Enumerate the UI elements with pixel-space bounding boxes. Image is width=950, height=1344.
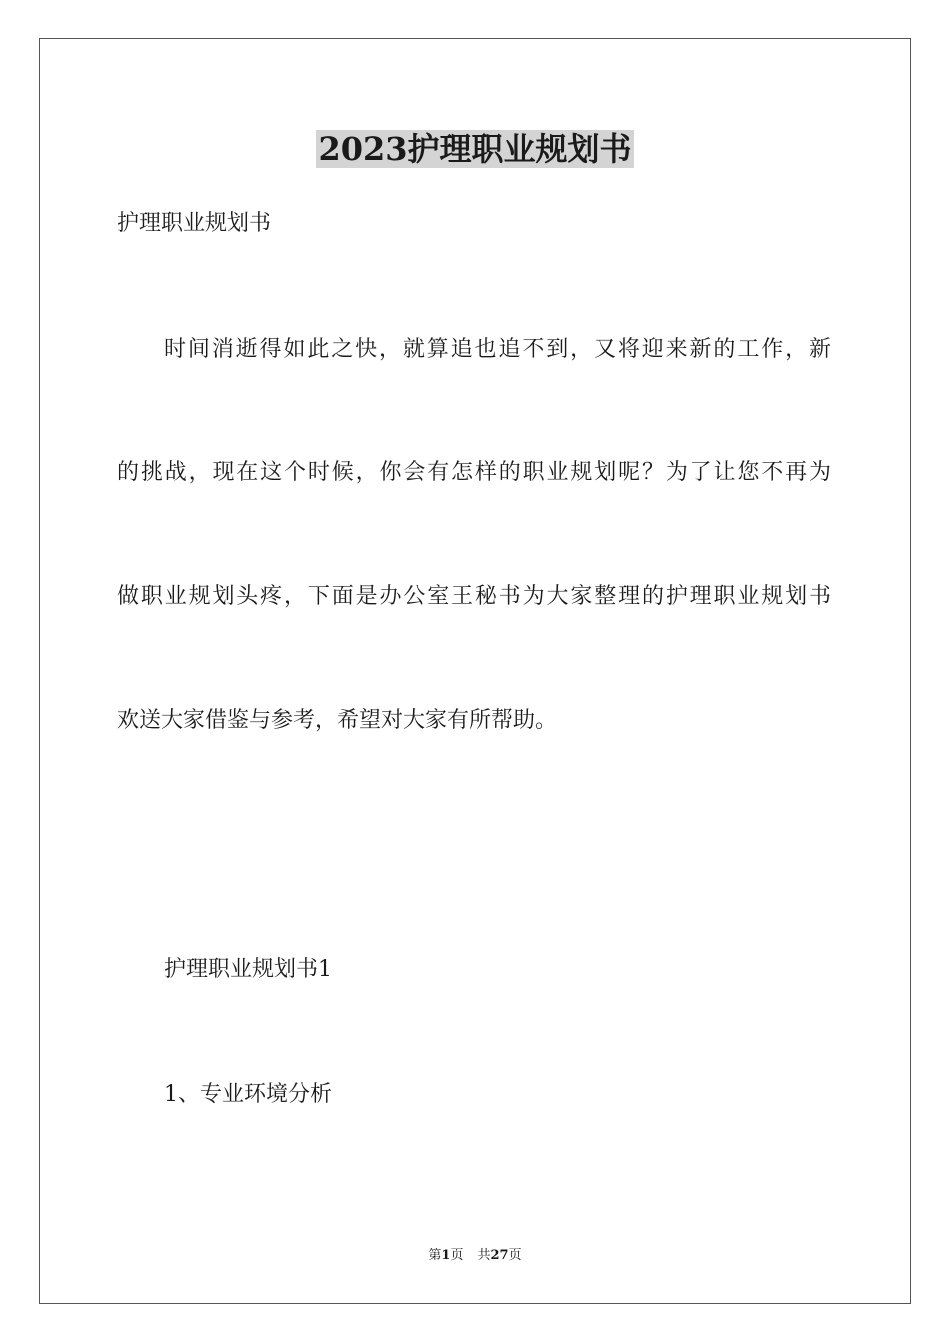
footer-total-suffix: 页 (508, 1248, 522, 1263)
paragraph-line-1: 时间消逝得如此之快，就算追也追不到，又将迎来新的工作，新 (164, 337, 831, 362)
paragraph-line-3: 做职业规划头疼，下面是办公室王秘书为大家整理的护理职业规划书 (117, 584, 831, 609)
paragraph-line-2: 的挑战，现在这个时候，你会有怎样的职业规划呢？为了让您不再为 (117, 460, 831, 485)
footer-page-prefix: 第 (428, 1248, 442, 1263)
section-heading: 护理职业规划书1 (164, 957, 332, 982)
document-title (0, 126, 950, 172)
footer-page-suffix: 页 (450, 1248, 464, 1263)
page-footer (0, 1247, 950, 1265)
document-subtitle: 护理职业规划书 (117, 211, 272, 236)
paragraph-line-4: 欢送大家借鉴与参考，希望对大家有所帮助。 (117, 708, 558, 733)
footer-total-prefix: 共 (477, 1248, 491, 1263)
subsection-heading: 1、专业环境分析 (164, 1082, 332, 1107)
document-title-text: 2023护理职业规划书 (318, 130, 632, 168)
footer-page-number: 1 (441, 1248, 451, 1263)
footer-total-pages: 27 (490, 1248, 509, 1263)
